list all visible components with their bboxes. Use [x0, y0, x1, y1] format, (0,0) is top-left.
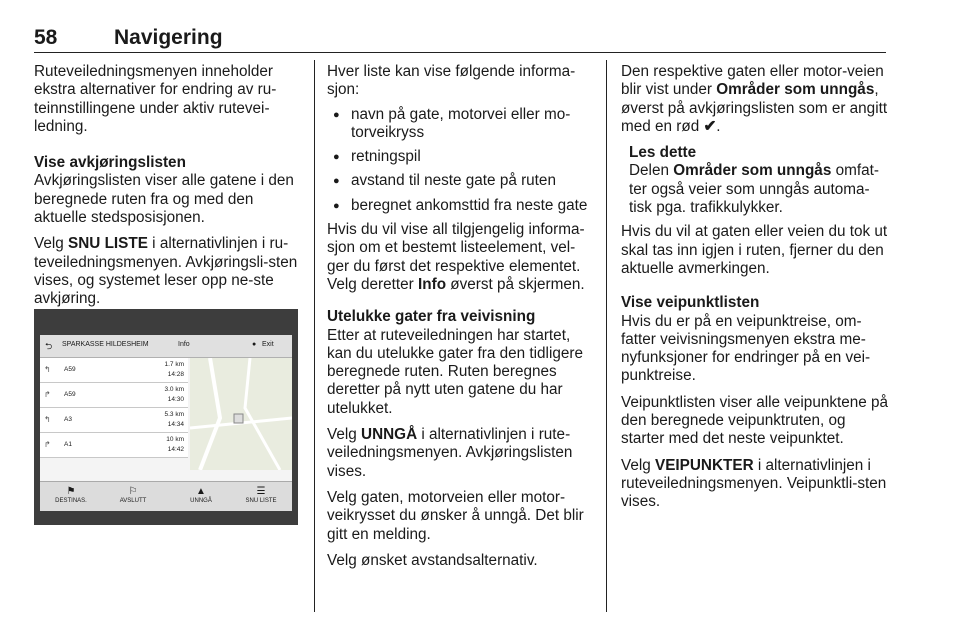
list-item: ↰ A59 1.7 km 14:28: [40, 358, 188, 383]
nav-info-button: Info: [178, 341, 190, 348]
turn-list-option: ☰ SNU LISTE: [236, 486, 286, 504]
exit-list-paragraph: Avkjøringslisten viser alle gatene i den beregnede ruten fra og med den aktuelle stedsposisjonen.: [34, 172, 294, 227]
list-item: ● avstand til neste gate på ruten: [327, 172, 593, 190]
veipunkter-term: VEIPUNKTER: [655, 456, 754, 474]
column-3: [621, 63, 891, 520]
column-divider-1: [314, 60, 315, 612]
page-title: Navigering: [114, 26, 223, 49]
info-paragraph: Hvis du vil vise all tilgjengelig informa-sjon om et bestemt listeelement, vel-ger du først det respektive elementet. Velg deretter Info øverst på skjermen.: [327, 221, 585, 293]
turn-arrow-icon: ↱: [44, 440, 51, 449]
list-item: ● beregnet ankomsttid fra neste gate: [327, 197, 593, 215]
navigation-screenshot: [34, 309, 298, 525]
destination-option: ⚑ DESTINAS.: [46, 486, 96, 504]
avoid-option: ▲ UNNGÅ: [176, 486, 226, 504]
note-box: [621, 144, 891, 217]
nav-option-bar: [40, 481, 292, 511]
list-info-intro: Hver liste kan vise følgende informa-sjon:: [327, 63, 576, 99]
turn-arrow-icon: ↱: [44, 390, 51, 399]
unnga-term: UNNGÅ: [361, 426, 418, 444]
avoided-areas-term: Områder som unngås: [716, 81, 875, 99]
exclude-paragraph: Etter at ruteveiledningen har startet, kan du utelukke gater fra den tidligere beregnede ruten. Ruten beregnes deretter på nytt uten gatene du har utelukket.: [327, 326, 583, 417]
list-item: ● navn på gate, motorvei eller mo-torveikryss: [327, 106, 593, 143]
road-icon: ▲: [196, 486, 206, 497]
turn-arrow-icon: ↰: [44, 365, 51, 374]
map-view: [190, 358, 292, 470]
section-heading-exit-list: Vise avkjøringslisten: [34, 154, 186, 172]
exit-icon: ●: [252, 341, 257, 348]
info-term: Info: [418, 275, 447, 293]
column-1: [34, 63, 300, 317]
exit-list: [40, 358, 188, 458]
exit-list-instruction: Velg SNU LISTE i alternativlinjen i ru-teveiledningsmenyen. Avkjøringsli-sten vises, og systemet leser opp ne-ste avkjøring.: [34, 235, 298, 308]
nav-screen: [40, 335, 292, 511]
flag-icon: ⚐: [128, 486, 138, 497]
waypoint-instruction: Velg VEIPUNKTER i alternativlinjen i ruteveiledningsmenyen. Veipunktli-sten vises.: [621, 456, 887, 511]
flag-icon: ⚑: [66, 486, 76, 497]
header-rule: [34, 52, 886, 53]
section-heading-waypoints: Vise veipunktlisten: [621, 294, 760, 312]
waypoint-list-paragraph: Veipunktlisten viser alle veipunktene på den beregnede veipunktruten, og starter med det neste veipunktet.: [621, 393, 889, 448]
cancel-option: ⚐ AVSLUTT: [108, 486, 158, 504]
nav-exit-button: Exit: [262, 341, 274, 348]
page-number: 58: [34, 26, 58, 49]
back-icon: ⮌: [45, 341, 53, 351]
section-heading-exclude: Utelukke gater fra veivisning: [327, 308, 536, 326]
nav-destination-title: SPARKASSE HILDESHEIM: [62, 341, 149, 348]
select-distance-paragraph: Velg ønsket avstandsalternativ.: [327, 551, 538, 569]
list-item: ↰ A3 5.3 km 14:34: [40, 408, 188, 433]
list-item: ● retningspil: [327, 148, 593, 166]
note-text: Delen Områder som unngås omfat-ter også veier som unngås automa-tisk pga. trafikkulykker.: [629, 162, 879, 217]
turn-arrow-icon: ↰: [44, 415, 51, 424]
snu-liste-term: SNU LISTE: [68, 235, 148, 253]
column-2: [327, 63, 593, 578]
map-roads: [190, 358, 292, 470]
note-title: Les dette: [629, 144, 697, 162]
avoid-instruction: Velg UNNGÅ i alternativlinjen i rute-veiledningsmenyen. Avkjøringslisten vises.: [327, 426, 573, 480]
select-street-paragraph: Velg gaten, motorveien eller motor-veikrysset du ønsker å unngå. Det blir gitt en melding.: [327, 488, 584, 543]
list-item: ↱ A1 10 km 14:42: [40, 433, 188, 458]
list-info-bullets: [327, 106, 593, 215]
avoided-areas-paragraph: Den respektive gaten eller motor-veien blir vist under Områder som unngås, øverst på avkjøringslisten som er angitt med en rød ✔.: [621, 63, 888, 135]
page-header: [34, 26, 886, 52]
column-divider-2: [606, 60, 607, 612]
nav-top-bar: [40, 335, 292, 358]
restore-paragraph: Hvis du vil at gaten eller veien du tok ut skal tas inn igjen i ruten, fjerner du den aktuelle avmerkingen.: [621, 223, 888, 277]
list-item: ↱ A59 3.0 km 14:30: [40, 383, 188, 408]
waypoint-trip-paragraph: Hvis du er på en veipunktreise, om-fatter veivisningsmenyen ekstra me-nyfunksjoner for endringer på en vei-punktreise.: [621, 312, 871, 385]
list-icon: ☰: [256, 486, 266, 497]
check-icon: ✔: [703, 117, 717, 135]
intro-paragraph: Ruteveiledningsmenyen inneholder ekstra alternativer for endring av ru-teinnstillingene under aktiv rutevei-ledning.: [34, 63, 277, 135]
